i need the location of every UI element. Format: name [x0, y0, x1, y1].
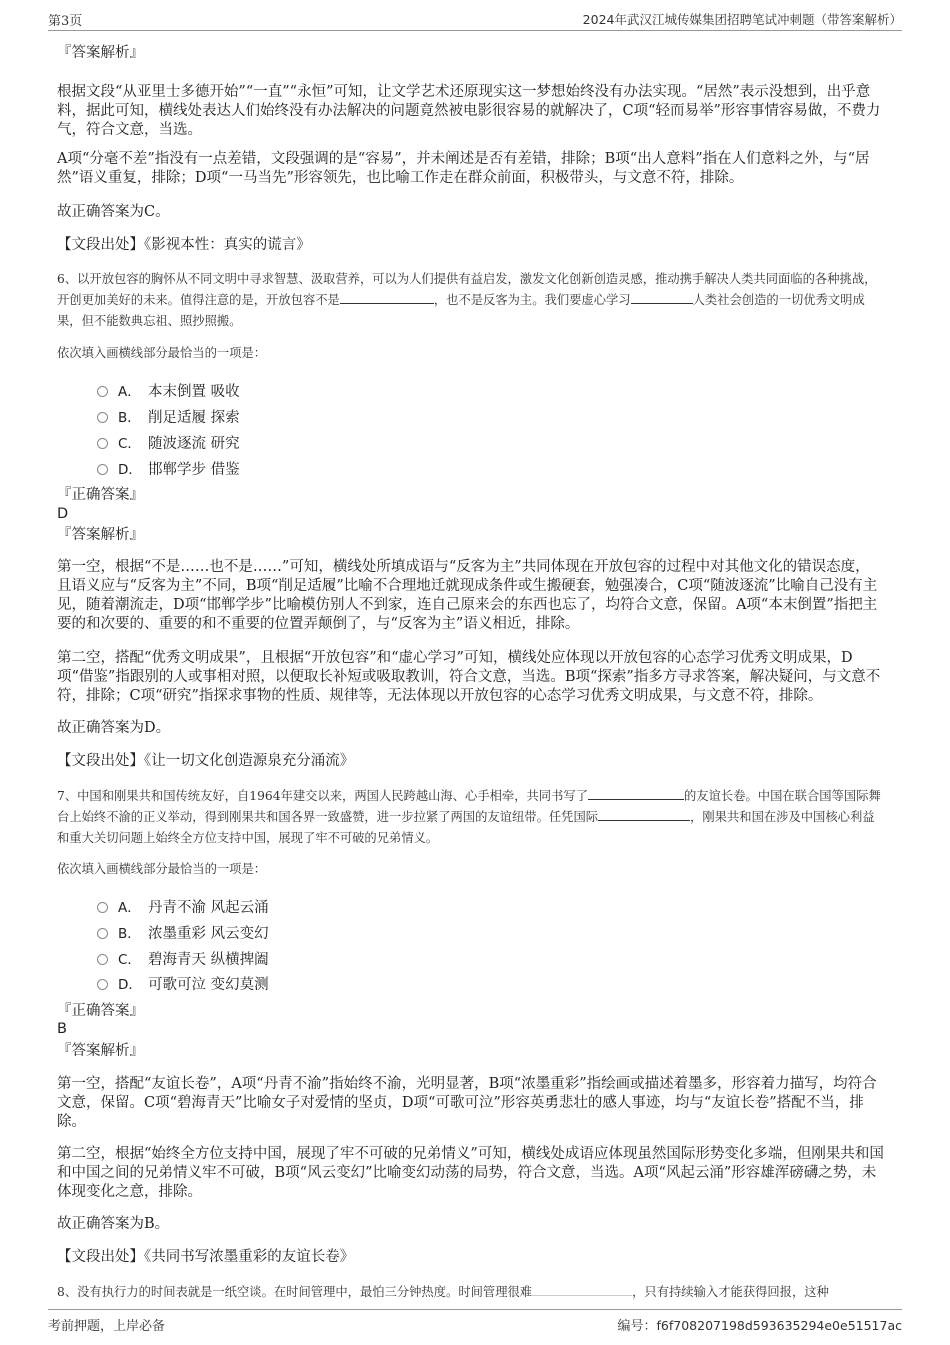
radio-icon[interactable]	[97, 464, 108, 475]
radio-icon[interactable]	[97, 954, 108, 965]
radio-icon[interactable]	[97, 386, 108, 397]
correct-answer-label: 『正确答案』	[57, 487, 144, 503]
question-stem: 6、以开放包容的胸怀从不同文明中寻求智慧、汲取营养，可以为人们提供有益启发，激发文化创新创造灵感，推动携手解决人类共同面临的各种挑战，开创更加美好的未来。值得注意的是，开放包容不是 ，也不是反客为主。我们要虚心学习 人类社会创造的一切优秀文明成果，但不能数典忘祖、照抄照搬。	[57, 272, 877, 328]
radio-icon[interactable]	[97, 902, 108, 913]
page-header	[48, 6, 902, 31]
analysis-paragraph: 第一空，根据“不是……也不是……”可知，横线处所填成语与“反客为主”共同体现在开放包容的过程中对其他文化的错误态度，且语义应与“反客为主”不同，B项“削足适履”比喻不合理地迁就现成条件或生搬硬套，勉强凑合，C项“随波逐流”比喻自己没有主见，随着潮流走，D项“邯郸学步”比喻模仿别人不到家，连自己原来会的东西也忘了，均符合文意，保留。A项“本末倒置”指把主要的和次要的、重要的和不重要的位置弄颠倒了，与“反客为主”语义相近，排除。	[57, 559, 878, 632]
document-title: 2024年武汉江城传媒集团招聘笔试冲刺题（带答案解析）	[582, 12, 902, 27]
correct-answer: B	[57, 1021, 67, 1037]
answer-conclusion: 故正确答案为D。	[57, 720, 171, 736]
option-d[interactable]: D． 邯郸学步 借鉴	[97, 458, 240, 479]
question-prompt: 依次填入画横线部分最恰当的一项是：	[57, 346, 267, 360]
source-citation: 【文段出处】《共同书写浓墨重彩的友谊长卷》	[57, 1249, 355, 1265]
answer-conclusion: 故正确答案为C。	[57, 204, 170, 220]
analysis-paragraph: 根据文段“从亚里士多德开始”“一直”“永恒”可知，让文学艺术还原现实这一梦想始终没有办法实现。“居然”表示没想到，出乎意料，据此可知，横线处表达人们始终没有办法解决的问题竟然被电影很容易的就解决了，C项“轻而易举”形容事情容易做，不费力气，符合文意，当选。	[57, 84, 881, 138]
analysis-paragraph: 第一空，搭配“友谊长卷”，A项“丹青不渝”指始终不渝，光明显著，B项“浓墨重彩”指绘画或描述着墨多，形容着力描写，均符合文意，保留。C项“碧海青天”比喻女子对爱情的坚贞，D项“可歌可泣”形容英勇悲壮的感人事迹，均与“友谊长卷”搭配不当，排除。	[57, 1076, 877, 1130]
option-a[interactable]: A． 本末倒置 吸收	[97, 380, 240, 401]
footer-slogan: 考前押题，上岸必备	[48, 1319, 166, 1334]
question-prompt: 依次填入画横线部分最恰当的一项是：	[57, 862, 267, 876]
answer-conclusion: 故正确答案为B。	[57, 1216, 170, 1232]
radio-icon[interactable]	[97, 412, 108, 423]
option-d[interactable]: D． 可歌可泣 变幻莫测	[97, 973, 269, 994]
source-citation: 【文段出处】《影视本性：真实的谎言》	[57, 237, 311, 253]
source-citation: 【文段出处】《让一切文化创造源泉充分涌流》	[57, 753, 355, 769]
option-a[interactable]: A． 丹青不渝 风起云涌	[97, 896, 269, 917]
option-b[interactable]: B． 削足适履 探索	[97, 406, 240, 427]
option-c[interactable]: C． 碧海青天 纵横捭阖	[97, 948, 269, 969]
radio-icon[interactable]	[97, 979, 108, 990]
fill-blank	[340, 291, 434, 304]
analysis-label: 『答案解析』	[57, 1043, 144, 1059]
question-stem: 7、中国和刚果共和国传统友好，自1964年建交以来，两国人民跨越山海、心手相牵，共同书写了 的友谊长卷。中国在联合国等国际舞台上始终不渝的正义举动，得到刚果共和国各界一致盛赞，进一步拉紧了两国的友谊纽带。任凭国际 ，刚果共和国在涉及中国核心利益和重大关切问题上始终全方位支持中国，展现了牢不可破的兄弟情义。	[57, 789, 881, 845]
analysis-label: 『答案解析』	[57, 45, 144, 61]
page-number: 第3页	[48, 14, 83, 29]
option-b[interactable]: B． 浓墨重彩 风云变幻	[97, 922, 269, 943]
fill-blank	[598, 808, 690, 821]
fill-blank	[631, 291, 693, 304]
analysis-paragraph: A项“分毫不差”指没有一点差错，文段强调的是“容易”，并未阐述是否有差错，排除；B项“出人意料”指在人们意料之外，与“居然”语义重复，排除；D项“一马当先”形容领先，也比喻工作走在群众前面，积极带头，与文意不符，排除。	[57, 151, 870, 186]
analysis-label: 『答案解析』	[57, 527, 144, 543]
page-footer	[48, 1309, 902, 1336]
option-c[interactable]: C． 随波逐流 研究	[97, 432, 240, 453]
fill-blank	[532, 1283, 632, 1296]
analysis-paragraph: 第二空，根据“始终全方位支持中国，展现了牢不可破的兄弟情义”可知，横线处成语应体现虽然国际形势变化多端，但刚果共和国和中国之间的兄弟情义牢不可破，B项“风云变幻”比喻变幻动荡的局势，符合文意，当选。A项“风起云涌”形容雄浑磅礴之势，未体现变化之意，排除。	[57, 1146, 884, 1200]
document-code: 编号：f6f708207198d593635294e0e51517ac	[617, 1318, 902, 1334]
analysis-paragraph: 第二空，搭配“优秀文明成果”，且根据“开放包容”和“虚心学习”可知，横线处应体现以开放包容的心态学习优秀文明成果，D项“借鉴”指跟别的人或事相对照，以便取长补短或吸取教训，符合文意，当选。B项“探索”指多方寻求答案，解决疑问，与文意不符，排除；C项“研究”指探求事物的性质、规律等，无法体现以开放包容的心态学习优秀文明成果，与文意不符，排除。	[57, 650, 881, 704]
radio-icon[interactable]	[97, 438, 108, 449]
radio-icon[interactable]	[97, 928, 108, 939]
correct-answer-label: 『正确答案』	[57, 1003, 144, 1019]
question-stem: 8、没有执行力的时间表就是一纸空谈。在时间管理中，最怕三分钟热度。时间管理很难 ，只有持续输入才能获得回报，这种	[57, 1285, 829, 1299]
fill-blank	[588, 787, 684, 800]
correct-answer: D	[57, 506, 69, 522]
